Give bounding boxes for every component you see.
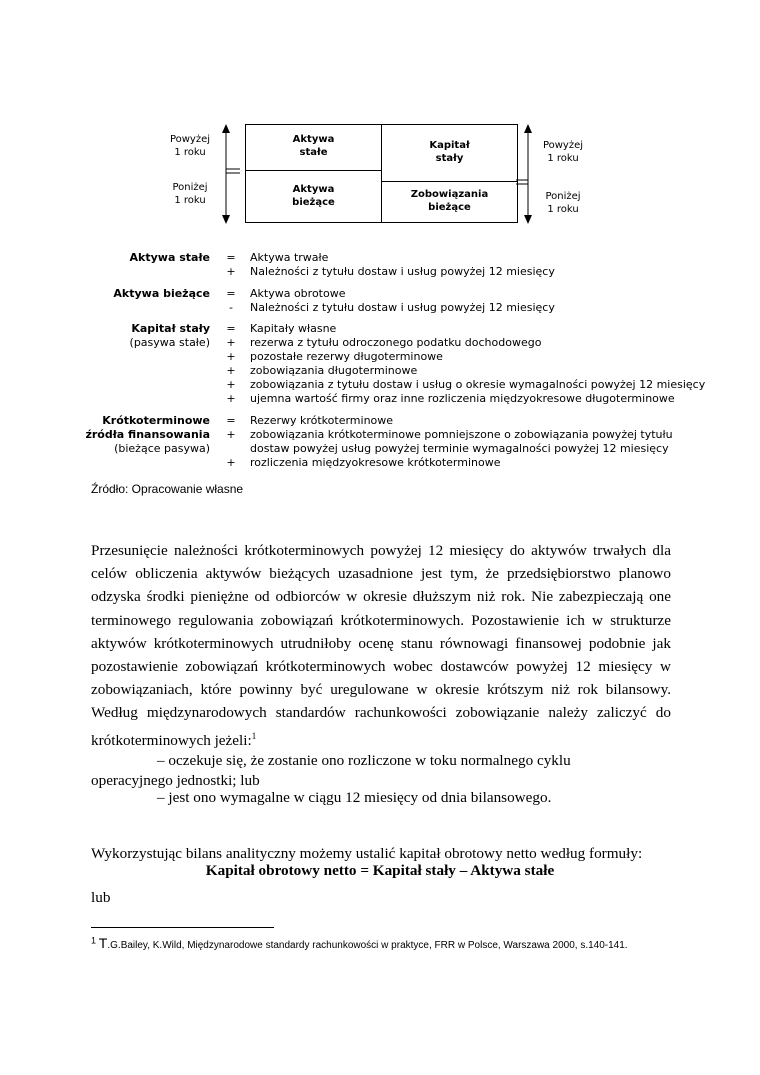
definition-row: (bieżące pasywa) dostaw powyżej usług powyżej terminie wymagalności powyżej 12 miesięcy xyxy=(114,442,669,455)
definition-row: + rozliczenia międzyokresowe krótkoterminowe xyxy=(226,456,501,469)
definition-row: + zobowiązania z tytułu dostaw i usług o okresie wymagalności powyżej 12 miesięcy xyxy=(226,378,706,391)
definition-row: źródła finansowania + zobowiązania krótkoterminowe pomniejszone o zobowiązania powyżej tytułu xyxy=(85,428,673,441)
box-current-assets: Aktywa bieżące xyxy=(292,184,335,208)
footnote-separator xyxy=(91,927,274,928)
left-arrow-down-icon xyxy=(222,215,230,224)
bullet-1-line-2: operacyjnego jednostki; lub xyxy=(91,772,260,789)
left-label-above: Powyżej 1 roku xyxy=(169,134,211,158)
definition-row: - Należności z tytułu dostaw i usług powyżej 12 miesięcy xyxy=(229,301,555,314)
right-label-above: Powyżej 1 roku xyxy=(542,140,584,164)
definition-row: Aktywa bieżące = Aktywa obrotowe xyxy=(113,287,346,300)
definition-row: + zobowiązania długoterminowe xyxy=(226,364,418,377)
definition-row: + Należności z tytułu dostaw i usług powyżej 12 miesięcy xyxy=(226,265,555,278)
left-label-below: Poniżej 1 roku xyxy=(172,182,208,206)
formula: Kapitał obrotowy netto = Kapitał stały – Aktywa stałe xyxy=(205,862,555,879)
lub-text: lub xyxy=(91,889,111,906)
bullet-2: – jest ono wymagalne w ciągu 12 miesięcy od dnia bilansowego. xyxy=(157,789,552,806)
formula-intro: Wykorzystując bilans analityczny możemy ustalić kapitał obrotowy netto według formuły: xyxy=(91,845,643,862)
right-arrow-up-icon xyxy=(524,124,532,133)
left-arrow-up-icon xyxy=(222,124,230,133)
footnote: $^1$ T.G.Bailey, K.Wild, Międzynarodowe standardy rachunkowości w praktyce, FRR w Polsce, Warszawa 2000, s.140-141. xyxy=(91,935,628,951)
definition-row: + pozostałe rezerwy długoterminowe xyxy=(226,350,443,363)
source-note: Źródło: Opracowanie własne xyxy=(91,482,244,496)
box-fixed-capital: Kapitał stały xyxy=(429,140,470,164)
definition-row: Aktywa stałe = Aktywa trwałe xyxy=(129,251,329,264)
definition-row: Krótkoterminowe = Rezerwy krótkoterminowe xyxy=(102,414,394,427)
footnote-reference: 1 xyxy=(251,730,257,741)
body-paragraph: Przesunięcie należności krótkoterminowych powyżej 12 miesięcy do aktywów trwałych dla celów obliczenia aktywów bieżących uzasadnione jest tym, że przedsiębiorstwo planowo odzyska środki pieniężne od odbiorców w okresie dłuższym niż rok. Nie zabezpieczają one terminowego regulowania zobowiązań krótkoterminowych. Pozostawienie ich w strukturze aktywów krótkoterminowych utrudniłoby ocenę stanu równowagi finansowej podobnie jak pozostawienie zobowiązań krótkoterminowych wobec dostawców powyżej 12 miesięcy w zobowiązaniach, które powinny być uregulowane w okresie krótszym niż rok bilansowy. Według międzynarodowych standardów rachunkowości zobowiązanie należy zaliczyć do krótkoterminowych jeżeli:$^1$ xyxy=(91,542,671,749)
definition-row: (pasywa stałe) + rezerwa z tytułu odroczonego podatku dochodowego xyxy=(129,336,542,349)
right-label-below: Poniżej 1 roku xyxy=(545,191,581,215)
right-arrow-down-icon xyxy=(524,215,532,224)
box-current-liabilities: Zobowiązania bieżące xyxy=(410,189,489,213)
definition-row: Kapitał stały = Kapitały własne xyxy=(131,322,337,335)
box-fixed-assets: Aktywa stałe xyxy=(292,134,335,158)
bullet-1-line-1: – oczekuje się, że zostanie ono rozliczone w toku normalnego cyklu xyxy=(157,752,571,769)
definition-row: + ujemna wartość firmy oraz inne rozliczenia międzyokresowe długoterminowe xyxy=(226,392,675,405)
